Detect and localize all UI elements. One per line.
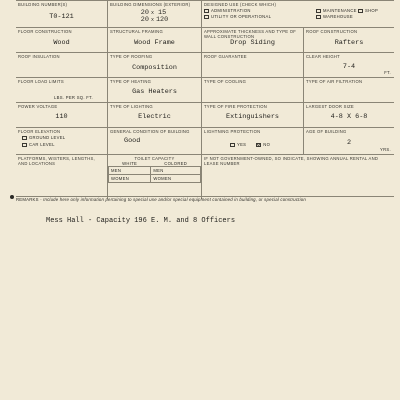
clear-height-cell bbox=[304, 53, 394, 77]
form-row-3 bbox=[16, 53, 394, 78]
lighting-label: TYPE OF LIGHTING bbox=[110, 104, 153, 109]
use-option-label: ADMINISTRATION bbox=[211, 8, 251, 13]
use-option-label: WAREHOUSE bbox=[323, 14, 353, 19]
floor-load-unit: LBS. PER SQ. FT. bbox=[53, 95, 93, 100]
building-number-cell bbox=[16, 1, 108, 27]
toilet-capacity-cell bbox=[108, 155, 202, 199]
car-level-option[interactable] bbox=[22, 142, 105, 147]
roof-construction-cell bbox=[304, 28, 394, 52]
door-size-value: 4-8 X 6-8 bbox=[330, 113, 368, 121]
dim-x-top: x bbox=[150, 10, 154, 16]
age-value: 2 bbox=[346, 139, 352, 147]
cooling-cell bbox=[202, 78, 304, 102]
designed-use-cell bbox=[202, 1, 394, 27]
checkbox-icon[interactable] bbox=[204, 9, 209, 13]
door-size-label: LARGEST DOOR SIZE bbox=[306, 104, 354, 109]
use-option-label: MAINTENANCE bbox=[323, 8, 357, 13]
floor-construction-cell bbox=[16, 28, 108, 52]
form-row-4 bbox=[16, 78, 394, 103]
clear-height-unit: FT. bbox=[384, 70, 391, 75]
roofing-cell bbox=[108, 53, 202, 77]
car-level-label: CAR LEVEL bbox=[29, 142, 55, 147]
use-option-label: UTILITY OR OPERATIONAL bbox=[211, 14, 272, 19]
ownership-label: IF NOT GOVERNMENT-OWNED, SO INDICATE, SHOWING ANNUAL RENTAL AND LEASE NUMBER bbox=[204, 156, 379, 166]
floor-load-cell bbox=[16, 78, 108, 102]
remarks-instructions: - Include here only information pertaining to special use and/or special equipment contained in building, or special construction bbox=[40, 197, 306, 202]
colored-header: COLORED bbox=[164, 161, 188, 166]
roofing-label: TYPE OF ROOFING bbox=[110, 54, 153, 59]
roof-construction-value: Rafters bbox=[334, 39, 364, 47]
lightning-no-option[interactable] bbox=[256, 142, 270, 147]
toilet-capacity-table bbox=[108, 161, 201, 183]
lightning-protection-cell bbox=[202, 128, 304, 154]
designed-use-label: DESIGNED USE (CHECK WHICH) bbox=[204, 2, 277, 7]
air-filtration-cell bbox=[304, 78, 394, 102]
air-filtration-label: TYPE OF AIR FILTRATION bbox=[306, 79, 363, 84]
roof-guarantee-cell bbox=[202, 53, 304, 77]
toilet-capacity-label: TOILET CAPACITY bbox=[134, 156, 175, 161]
checkbox-icon[interactable] bbox=[316, 15, 321, 19]
wall-construction-label: APPROXIMATE THICKNESS AND TYPE OF WALL CONSTRUCTION bbox=[204, 29, 297, 39]
building-number-label: BUILDING NUMBER(S) bbox=[18, 2, 68, 7]
platforms-cell bbox=[16, 155, 108, 199]
dimensions-label: BUILDING DIMENSIONS (EXTERIOR) bbox=[110, 2, 191, 7]
roof-guarantee-label: ROOF GUARANTEE bbox=[204, 54, 247, 59]
form-row-7 bbox=[16, 155, 394, 199]
remarks-heading: REMARKS bbox=[16, 197, 39, 202]
use-option-maintenance[interactable] bbox=[316, 8, 358, 13]
dim-a-top: 20 bbox=[140, 9, 149, 17]
floor-construction-label: FLOOR CONSTRUCTION bbox=[18, 29, 72, 34]
lightning-protection-label: LIGHTNING PROTECTION bbox=[204, 129, 261, 134]
building-number-value: T0-121 bbox=[49, 13, 74, 21]
heating-value: Gas Heaters bbox=[132, 88, 177, 96]
use-option-label: SHOP bbox=[365, 8, 379, 13]
door-size-cell bbox=[304, 103, 394, 127]
fire-protection-label: TYPE OF FIRE PROTECTION bbox=[204, 104, 267, 109]
ground-level-label: GROUND LEVEL bbox=[29, 135, 66, 140]
roof-insulation-cell bbox=[16, 53, 108, 77]
form-row-2 bbox=[16, 28, 394, 53]
cooling-label: TYPE OF COOLING bbox=[204, 79, 247, 84]
lightning-yes-option[interactable] bbox=[230, 142, 246, 147]
heating-label: TYPE OF HEATING bbox=[110, 79, 152, 84]
form-row-1 bbox=[16, 1, 394, 28]
use-option-warehouse[interactable] bbox=[316, 14, 392, 19]
structural-framing-value: Wood Frame bbox=[134, 39, 175, 47]
dim-b-top: 15 bbox=[158, 9, 167, 17]
checkbox-icon[interactable] bbox=[230, 143, 235, 147]
clear-height-label: CLEAR HEIGHT bbox=[306, 54, 340, 59]
form-row-6 bbox=[16, 128, 394, 155]
power-voltage-label: POWER VOLTAGE bbox=[18, 104, 58, 109]
remarks-section bbox=[16, 196, 394, 203]
ground-level-option[interactable] bbox=[22, 135, 105, 140]
heating-cell bbox=[108, 78, 202, 102]
dimensions-value bbox=[110, 10, 199, 24]
wall-construction-value: Drop Siding bbox=[230, 39, 275, 47]
roof-insulation-label: ROOF INSULATION bbox=[18, 54, 60, 59]
checkbox-icon[interactable] bbox=[316, 9, 321, 13]
designed-use-options bbox=[204, 8, 392, 19]
lighting-value: Electric bbox=[138, 113, 171, 121]
condition-value: Good bbox=[124, 137, 141, 145]
dimensions-cell bbox=[108, 1, 202, 27]
structural-framing-cell bbox=[108, 28, 202, 52]
platforms-label: PLATFORMS, WISTERS, LENGTHS, AND LOCATIONS bbox=[18, 156, 95, 166]
men-colored-label: MEN bbox=[151, 167, 201, 175]
no-label: NO bbox=[263, 142, 271, 147]
ownership-cell bbox=[202, 155, 394, 199]
yes-label: YES bbox=[237, 142, 247, 147]
floor-elevation-label: FLOOR ELEVATION bbox=[18, 129, 61, 134]
checkbox-icon[interactable] bbox=[204, 15, 209, 19]
checkbox-icon[interactable] bbox=[22, 143, 27, 147]
dim-x-bottom: x bbox=[150, 17, 154, 23]
men-white-label: MEN bbox=[109, 167, 151, 175]
checkbox-icon[interactable] bbox=[358, 9, 363, 13]
fire-protection-value: Extinguishers bbox=[225, 113, 280, 121]
fire-protection-cell bbox=[202, 103, 304, 127]
roof-construction-label: ROOF CONSTRUCTION bbox=[306, 29, 358, 34]
remarks-text: Mess Hall - Capacity 196 E. M. and 8 Officers bbox=[46, 217, 236, 225]
floor-elevation-cell bbox=[16, 128, 108, 154]
women-colored-label: WOMEN bbox=[151, 175, 201, 183]
punch-hole bbox=[10, 195, 14, 199]
power-voltage-value: 110 bbox=[55, 113, 68, 121]
lighting-cell bbox=[108, 103, 202, 127]
roofing-value: Composition bbox=[132, 64, 177, 72]
dim-a-bottom: 20 bbox=[140, 16, 149, 24]
use-option-utility[interactable] bbox=[204, 14, 316, 19]
form-row-5 bbox=[16, 103, 394, 128]
structural-framing-label: STRUCTURAL FRAMING bbox=[110, 29, 163, 34]
checkbox-icon[interactable] bbox=[22, 136, 27, 140]
white-header: WHITE bbox=[122, 161, 138, 166]
power-voltage-cell bbox=[16, 103, 108, 127]
clear-height-value: 7-4 bbox=[342, 63, 356, 71]
floor-construction-value: Wood bbox=[53, 39, 70, 47]
condition-cell bbox=[108, 128, 202, 154]
use-option-administration[interactable] bbox=[204, 8, 316, 13]
floor-load-label: FLOOR LOAD LIMITS bbox=[18, 79, 64, 84]
building-form bbox=[16, 0, 394, 199]
dim-b-bottom: 120 bbox=[155, 16, 169, 24]
women-white-label: WOMEN bbox=[109, 175, 151, 183]
condition-label: GENERAL CONDITION OF BUILDING bbox=[110, 129, 190, 134]
wall-construction-cell bbox=[202, 28, 304, 52]
age-label: AGE OF BUILDING bbox=[306, 129, 347, 134]
age-unit: YRS. bbox=[380, 147, 391, 152]
use-option-shop[interactable] bbox=[358, 8, 392, 13]
checked-checkbox-icon[interactable] bbox=[256, 143, 261, 147]
age-cell bbox=[304, 128, 394, 154]
